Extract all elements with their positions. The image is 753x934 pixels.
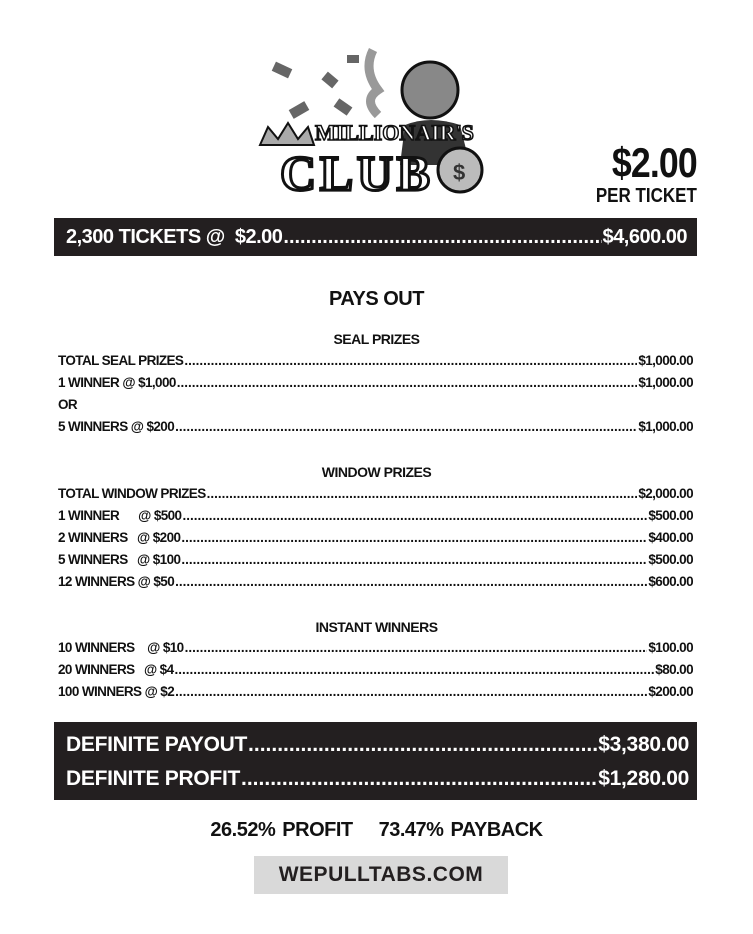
svg-text:MILLIONAIR'S: MILLIONAIR'S xyxy=(315,120,474,145)
dot-leader xyxy=(177,372,638,394)
money-bill-icon xyxy=(272,55,359,119)
prize-label: TOTAL WINDOW PRIZES xyxy=(58,486,206,501)
prize-label: 12 WINNERS @ $50 xyxy=(58,574,175,589)
prize-value: $1,000.00 xyxy=(638,419,693,434)
profit-value: $1,280.00 xyxy=(598,767,689,790)
prize-label: 20 WINNERS @ $4 xyxy=(58,662,174,677)
svg-text:CLUB: CLUB xyxy=(280,145,430,201)
prize-value: $500.00 xyxy=(648,552,693,567)
dot-leader xyxy=(207,483,638,505)
prize-row xyxy=(58,505,693,527)
prize-row xyxy=(58,659,693,681)
prize-row xyxy=(58,416,693,438)
prize-row xyxy=(58,571,693,593)
seal-list xyxy=(58,350,693,438)
prize-label: TOTAL SEAL PRIZES xyxy=(58,353,184,368)
definite-box xyxy=(54,722,697,800)
dot-leader xyxy=(182,505,647,527)
payout-value: $3,380.00 xyxy=(598,733,689,756)
millionairs-club-logo xyxy=(255,30,495,210)
prize-label: 1 WINNER @ $1,000 xyxy=(58,375,176,390)
tickets-banner xyxy=(54,218,697,256)
prize-label: 2 WINNERS @ $200 xyxy=(58,530,181,545)
dot-leader xyxy=(185,637,648,659)
instant-heading: INSTANT WINNERS xyxy=(315,619,438,635)
tickets-value: $4,600.00 xyxy=(602,225,687,248)
price-label: PER TICKET xyxy=(595,185,697,207)
prize-label: 5 WINNERS @ $100 xyxy=(58,552,181,567)
prize-value: $2,000.00 xyxy=(638,486,693,501)
dot-leader xyxy=(181,549,647,571)
dot-leader xyxy=(175,571,647,593)
prize-row xyxy=(58,549,693,571)
pays-out-title: PAYS OUT xyxy=(329,288,424,310)
instant-list xyxy=(58,637,693,703)
profit-label: DEFINITE PROFIT xyxy=(66,767,241,790)
tickets-label: 2,300 TICKETS @ $2.00 xyxy=(66,225,283,248)
prize-row xyxy=(58,637,693,659)
payback-percent: 73.47% PAYBACK xyxy=(378,819,543,841)
prize-value: $600.00 xyxy=(648,574,693,589)
prize-value: $100.00 xyxy=(648,640,693,655)
prize-label: 100 WINNERS @ $2 xyxy=(58,684,175,699)
prize-value: $80.00 xyxy=(655,662,693,677)
profit-percent: 26.52% PROFIT xyxy=(210,819,353,841)
prize-value: $200.00 xyxy=(648,684,693,699)
prize-label: 5 WINNERS @ $200 xyxy=(58,419,175,434)
prize-row xyxy=(58,372,693,394)
prize-row xyxy=(58,394,693,416)
price-amount: $2.00 xyxy=(611,139,697,186)
dot-leader xyxy=(175,416,637,438)
payout-label: DEFINITE PAYOUT xyxy=(66,733,248,756)
money-bag-icon xyxy=(438,148,482,192)
window-list xyxy=(58,483,693,593)
prize-label: OR xyxy=(58,397,78,412)
prize-row xyxy=(58,527,693,549)
prize-label: 10 WINNERS @ $10 xyxy=(58,640,184,655)
window-heading: WINDOW PRIZES xyxy=(321,464,432,480)
prize-value: $400.00 xyxy=(648,530,693,545)
prize-label: 1 WINNER @ $500 xyxy=(58,508,182,523)
prize-value: $1,000.00 xyxy=(638,375,693,390)
prize-row xyxy=(58,483,693,505)
dot-leader xyxy=(175,659,655,681)
website-link[interactable]: WEPULLTABS.COM xyxy=(254,856,508,894)
prize-value: $1,000.00 xyxy=(638,353,693,368)
svg-text:$: $ xyxy=(453,160,466,185)
stats-line xyxy=(0,819,753,842)
prize-row xyxy=(58,350,693,372)
seal-heading: SEAL PRIZES xyxy=(333,331,420,347)
ticket-price xyxy=(578,139,697,207)
prize-row xyxy=(58,681,693,703)
dot-leader xyxy=(181,527,647,549)
prize-value: $500.00 xyxy=(648,508,693,523)
dot-leader xyxy=(184,350,637,372)
dot-leader xyxy=(175,681,647,703)
